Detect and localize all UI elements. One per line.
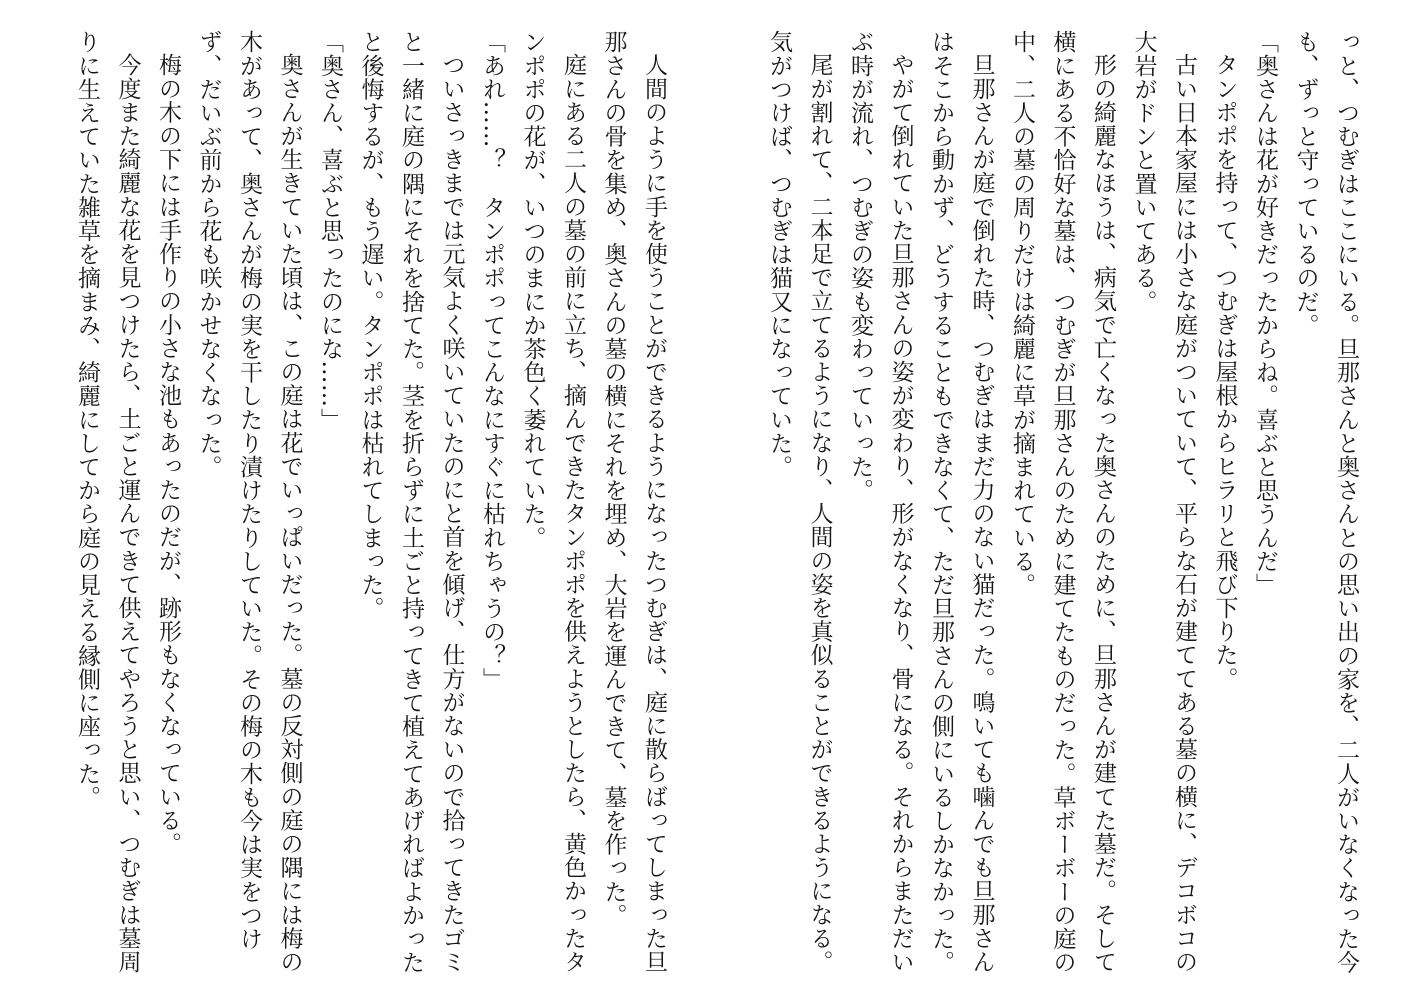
paragraph: ついさっきまでは元気よく咲いていたのにと首を傾げ、仕方がないので拾ってきたゴミと一緒に庭の隅にそれを捨てた。茎を折らずに土ごと持ってきて植えてあげればよかったと後悔するが、もう遅い。タンポポは枯れてしまった。 bbox=[357, 30, 465, 974]
paragraph: 今度また綺麗な花を見つけたら、土ごと運んできて供えてやろうと思い、つむぎは墓周りに生えていた雑草を摘まみ、綺麗にしてから庭の見える縁側に座った。 bbox=[74, 30, 141, 974]
paragraph: っと、つむぎはここにいる。旦那さんと奥さんとの思い出の家を、二人がいなくなった今も、ずっと守っているのだ。 bbox=[1292, 30, 1359, 974]
left-page bbox=[74, 30, 674, 980]
paragraph: 人間のように手を使うことができるようになったつむぎは、庭に散らばってしまった旦那さんの骨を集め、奥さんの墓の横にそれを埋め、大岩を運んできて、墓を作った。 bbox=[600, 30, 667, 974]
paragraph: 旦那さんが庭で倒れた時、つむぎはまだ力のない猫だった。鳴いても噛んでも旦那さんはそこから動かず、どうすることもできなくて、ただ旦那さんの側にいるしかなかった。 bbox=[928, 30, 995, 974]
dialogue: 「奥さんは花が好きだったからね。喜ぶと思うんだ」 bbox=[1252, 30, 1278, 597]
paragraph: 庭にある二人の墓の前に立ち、摘んできたタンポポを供えようとしたら、黄色かったタンポポの花が、いつのまにか茶色く萎れていた。 bbox=[519, 30, 586, 974]
paragraph: 尾が割れて、二本足で立てるようになり、人間の姿を真似ることができるようになる。気がつけば、つむぎは猫又になっていた。 bbox=[766, 30, 833, 974]
paragraph: 形の綺麗なほうは、病気で亡くなった奥さんのために、旦那さんが建てた墓だ。そして横にある不恰好な墓は、つむぎが旦那さんのために建てたものだった。草ボーボーの庭の中、二人の墓の周りだけは綺麗に草が摘まれている。 bbox=[1009, 30, 1116, 974]
paragraph: 古い日本家屋には小さな庭がついていて、平らな石が建ててある墓の横に、デコボコの大岩がドンと置いてある。 bbox=[1130, 30, 1197, 974]
dialogue: 「あれ……？ タンポポってこんなにすぐに枯れちゃうの？」 bbox=[479, 30, 505, 691]
paragraph: やがて倒れていた旦那さんの姿が変わり、形がなくなり、骨になる。それからまただいぶ時が流れ、つむぎの姿も変わっていった。 bbox=[847, 30, 914, 974]
paragraph: タンポポを持って、つむぎは屋根からヒラリと飛び下りた。 bbox=[1211, 53, 1238, 691]
dialogue: 「奥さん、喜ぶと思ったのにな……」 bbox=[317, 30, 343, 432]
right-page bbox=[726, 30, 1366, 980]
paragraph: 梅の木の下には手作りの小さな池もあったのだが、跡形もなくなっている。 bbox=[155, 53, 181, 856]
paragraph: 奥さんが生きていた頃は、この庭は花でいっぱいだった。墓の反対側の庭の隅には梅の木があって、奥さんが梅の実を干したり漬けたりしていた。その梅の木も今は実をつけず、だいぶ前から花も咲かせなくなった。 bbox=[195, 30, 303, 974]
